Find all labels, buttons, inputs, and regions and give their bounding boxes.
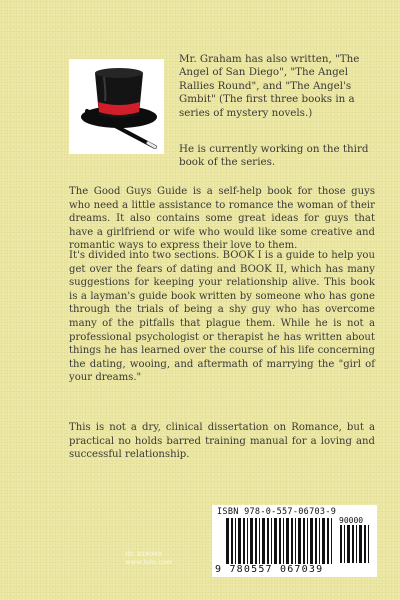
description-paragraph-2: It's divided into two sections. BOOK I is a guide to help you get over the fears of dating and BOOK II, which has many suggestions for keeping your relationship alive. This book is a layman's guide book written by someone who has gone through the trials of being a shy guy who has overcome many of the pitfalls that plague them. While he is not a professional psychologist or therapist he has written about things he has learned over the course of his life concerning the dating, wooing, and aftermath of marrying the "girl of your dreams." (69, 250, 375, 384)
addon-barcode (340, 525, 370, 563)
description-paragraph-3: This is not a dry, clinical dissertation on Romance, but a practical no holds barred training manual for a loving and successful relationship. (69, 422, 375, 461)
author-current-work-note: He is currently working on the third book of the series. (179, 143, 369, 169)
description-paragraph-1: The Good Guys Guide is a self-help book for those guys who need a little assistance to romance the woman of their dreams. It also contains some great ideas for guys that have a girlfriend or wife who would like some creative and romantic ways to express their love to them. (69, 186, 375, 252)
isbn-label: ISBN 978-0-557-06703-9 (217, 507, 337, 517)
top-hat-illustration (69, 59, 164, 154)
isbn-barcode-block (212, 505, 377, 577)
lulu-imprint (125, 551, 172, 567)
barcode-price-code: 90000 (339, 516, 364, 525)
barcode-digits: 9 780557 067039 (215, 564, 324, 575)
author-other-books-note: Mr. Graham has also written, "The Angel of San Diego", "The Angel Rallies Round", and "The Angel's Gmbit" (The first three books in a series of mystery novels.) (179, 53, 360, 119)
top-hat-icon (69, 59, 164, 154)
lulu-site: www.lulu.com (125, 559, 173, 566)
lulu-id: ID: 838049 (125, 551, 162, 558)
ean13-barcode (226, 518, 336, 564)
